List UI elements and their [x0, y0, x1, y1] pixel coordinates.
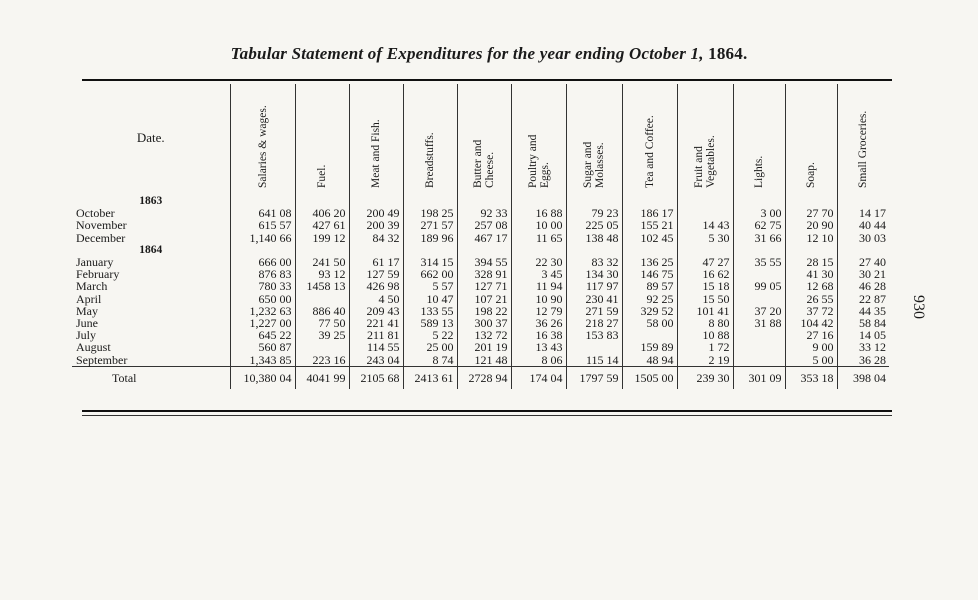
amount-cell: [733, 354, 785, 367]
column-header: [230, 84, 295, 192]
amount-cell: 650 00: [230, 293, 295, 305]
month-label: August: [76, 340, 111, 355]
total-cell: 174 04: [511, 366, 566, 389]
amount-cell: 876 83: [230, 268, 295, 280]
amount-cell: [403, 192, 457, 207]
column-header: [566, 84, 622, 192]
amount-cell: 39 25: [295, 329, 349, 341]
amount-cell: 31 66: [733, 232, 785, 244]
amount-cell: 406 20: [295, 207, 349, 219]
column-header-label: Sugar and Molasses.: [582, 141, 606, 188]
amount-cell: 61 17: [349, 256, 403, 268]
amount-cell: [566, 341, 622, 353]
amount-cell: 1,227 00: [230, 317, 295, 329]
amount-cell: 26 55: [785, 293, 837, 305]
month-label: November: [76, 218, 127, 233]
amount-cell: 16 88: [511, 207, 566, 219]
amount-cell: 314 15: [403, 256, 457, 268]
bottom-rule: [82, 410, 892, 412]
total-cell: 239 30: [677, 366, 733, 389]
amount-cell: 155 21: [622, 219, 677, 231]
amount-cell: 886 40: [295, 305, 349, 317]
amount-cell: 92 25: [622, 293, 677, 305]
amount-cell: 22 87: [837, 293, 889, 305]
table-row: [72, 192, 889, 207]
table-row: [72, 293, 889, 305]
amount-cell: 8 74: [403, 354, 457, 367]
amount-cell: 666 00: [230, 256, 295, 268]
amount-cell: 1,140 66: [230, 232, 295, 244]
total-cell: 1797 59: [566, 366, 622, 389]
amount-cell: 230 41: [566, 293, 622, 305]
amount-cell: 271 57: [403, 219, 457, 231]
amount-cell: 257 08: [457, 219, 511, 231]
table-row: [72, 232, 889, 244]
column-header: [733, 84, 785, 192]
column-header-label: Tea and Coffee.: [643, 115, 656, 188]
amount-cell: [295, 341, 349, 353]
amount-cell: 93 12: [295, 268, 349, 280]
amount-cell: 200 49: [349, 207, 403, 219]
amount-cell: 40 44: [837, 219, 889, 231]
amount-cell: 560 87: [230, 341, 295, 353]
amount-cell: 101 41: [677, 305, 733, 317]
amount-cell: 200 39: [349, 219, 403, 231]
amount-cell: [733, 341, 785, 353]
total-cell: 2413 61: [403, 366, 457, 389]
amount-cell: 426 98: [349, 280, 403, 292]
amount-cell: 198 25: [403, 207, 457, 219]
amount-cell: 41 30: [785, 268, 837, 280]
amount-cell: 5 30: [677, 232, 733, 244]
amount-cell: 198 22: [457, 305, 511, 317]
month-label: March: [76, 279, 108, 294]
amount-cell: 36 28: [837, 354, 889, 367]
column-header-label: Meat and Fish.: [370, 119, 382, 188]
date-header: Date.: [136, 130, 165, 145]
amount-cell: 3 00: [733, 207, 785, 219]
amount-cell: 13 43: [511, 341, 566, 353]
amount-cell: 27 16: [785, 329, 837, 341]
amount-cell: 10 88: [677, 329, 733, 341]
amount-cell: 12 10: [785, 232, 837, 244]
amount-cell: 37 20: [733, 305, 785, 317]
amount-cell: [349, 192, 403, 207]
amount-cell: 104 42: [785, 317, 837, 329]
amount-cell: 271 59: [566, 305, 622, 317]
amount-cell: 132 72: [457, 329, 511, 341]
amount-cell: 243 04: [349, 354, 403, 367]
amount-cell: 25 00: [403, 341, 457, 353]
amount-cell: 27 40: [837, 256, 889, 268]
total-cell: 4041 99: [295, 366, 349, 389]
month-label: January: [76, 255, 114, 270]
amount-cell: 133 55: [403, 305, 457, 317]
amount-cell: 225 05: [566, 219, 622, 231]
table-row: [72, 354, 889, 367]
column-header-label: Fuel.: [316, 164, 328, 188]
amount-cell: 1 72: [677, 341, 733, 353]
amount-cell: [733, 293, 785, 305]
amount-cell: 46 28: [837, 280, 889, 292]
amount-cell: [677, 192, 733, 207]
total-cell: 353 18: [785, 366, 837, 389]
amount-cell: 89 57: [622, 280, 677, 292]
amount-cell: 300 37: [457, 317, 511, 329]
column-header: [349, 84, 403, 192]
amount-cell: 121 48: [457, 354, 511, 367]
top-rule: [82, 79, 892, 81]
amount-cell: 427 61: [295, 219, 349, 231]
total-cell: 1505 00: [622, 366, 677, 389]
amount-cell: [622, 192, 677, 207]
column-header-label: Butter and Cheese.: [472, 139, 496, 188]
total-row: [72, 366, 889, 389]
month-label: December: [76, 230, 126, 245]
table-body: [72, 192, 889, 389]
amount-cell: [785, 192, 837, 207]
month-label: July: [76, 328, 97, 343]
amount-cell: 641 08: [230, 207, 295, 219]
year-label: 1863: [139, 195, 163, 207]
column-header-label: Salaries & wages.: [256, 105, 269, 188]
year-label: 1864: [139, 243, 163, 256]
column-header-label: Lights.: [753, 155, 765, 188]
amount-cell: 10 90: [511, 293, 566, 305]
total-label: Total: [72, 366, 230, 389]
amount-cell: 328 91: [457, 268, 511, 280]
column-header: [837, 84, 889, 192]
column-header: [785, 84, 837, 192]
amount-cell: 15 18: [677, 280, 733, 292]
amount-cell: 14 43: [677, 219, 733, 231]
amount-cell: [230, 192, 295, 207]
amount-cell: 467 17: [457, 232, 511, 244]
column-header: [295, 84, 349, 192]
amount-cell: 4 50: [349, 293, 403, 305]
amount-cell: [733, 192, 785, 207]
amount-cell: 27 70: [785, 207, 837, 219]
amount-cell: 138 48: [566, 232, 622, 244]
amount-cell: 62 75: [733, 219, 785, 231]
amount-cell: 329 52: [622, 305, 677, 317]
amount-cell: 16 38: [511, 329, 566, 341]
amount-cell: 223 16: [295, 354, 349, 367]
amount-cell: 58 00: [622, 317, 677, 329]
amount-cell: 218 27: [566, 317, 622, 329]
amount-cell: 12 68: [785, 280, 837, 292]
amount-cell: 99 05: [733, 280, 785, 292]
title-main: Tabular Statement of Expenditures for the year ending October 1,: [230, 44, 704, 63]
amount-cell: 136 25: [622, 256, 677, 268]
amount-cell: 159 89: [622, 341, 677, 353]
table-row: [72, 219, 889, 231]
amount-cell: 15 50: [677, 293, 733, 305]
month-label: June: [76, 316, 98, 331]
column-header: [457, 84, 511, 192]
amount-cell: 146 75: [622, 268, 677, 280]
amount-cell: 12 79: [511, 305, 566, 317]
amount-cell: 114 55: [349, 341, 403, 353]
amount-cell: 645 22: [230, 329, 295, 341]
amount-cell: [733, 329, 785, 341]
amount-cell: 1,343 85: [230, 354, 295, 367]
amount-cell: 615 57: [230, 219, 295, 231]
amount-cell: 199 12: [295, 232, 349, 244]
amount-cell: 134 30: [566, 268, 622, 280]
amount-cell: 30 03: [837, 232, 889, 244]
expenditure-table: [72, 84, 889, 389]
total-cell: 398 04: [837, 366, 889, 389]
amount-cell: 33 12: [837, 341, 889, 353]
amount-cell: 107 21: [457, 293, 511, 305]
amount-cell: 11 65: [511, 232, 566, 244]
amount-cell: 189 96: [403, 232, 457, 244]
amount-cell: 662 00: [403, 268, 457, 280]
title-year: 1864.: [708, 44, 748, 63]
amount-cell: 22 30: [511, 256, 566, 268]
amount-cell: 48 94: [622, 354, 677, 367]
amount-cell: [837, 192, 889, 207]
table-row: [72, 341, 889, 353]
amount-cell: 47 27: [677, 256, 733, 268]
amount-cell: 28 15: [785, 256, 837, 268]
column-header-label: Poultry and Eggs.: [526, 134, 551, 188]
page-title: [0, 44, 978, 64]
amount-cell: 20 90: [785, 219, 837, 231]
month-label: May: [76, 303, 98, 318]
month-label: April: [76, 291, 102, 306]
amount-cell: 5 22: [403, 329, 457, 341]
amount-cell: 58 84: [837, 317, 889, 329]
amount-cell: 117 97: [566, 280, 622, 292]
amount-cell: [295, 293, 349, 305]
column-header-label: Fruit and Vegetables.: [693, 135, 717, 188]
column-header: [622, 84, 677, 192]
amount-cell: [295, 192, 349, 207]
amount-cell: 8 06: [511, 354, 566, 367]
total-cell: 2105 68: [349, 366, 403, 389]
amount-cell: 36 26: [511, 317, 566, 329]
amount-cell: 241 50: [295, 256, 349, 268]
amount-cell: 5 57: [403, 280, 457, 292]
amount-cell: 9 00: [785, 341, 837, 353]
amount-cell: 115 14: [566, 354, 622, 367]
amount-cell: 221 41: [349, 317, 403, 329]
amount-cell: 209 43: [349, 305, 403, 317]
amount-cell: 77 50: [295, 317, 349, 329]
month-label: February: [76, 267, 120, 282]
month-label: October: [76, 206, 115, 221]
amount-cell: 186 17: [622, 207, 677, 219]
total-cell: 10,380 04: [230, 366, 295, 389]
amount-cell: 92 33: [457, 207, 511, 219]
amount-cell: 14 05: [837, 329, 889, 341]
amount-cell: 10 00: [511, 219, 566, 231]
total-cell: 2728 94: [457, 366, 511, 389]
amount-cell: 3 45: [511, 268, 566, 280]
amount-cell: 44 35: [837, 305, 889, 317]
amount-cell: 589 13: [403, 317, 457, 329]
amount-cell: 79 23: [566, 207, 622, 219]
total-cell: 301 09: [733, 366, 785, 389]
amount-cell: 780 33: [230, 280, 295, 292]
amount-cell: 153 83: [566, 329, 622, 341]
amount-cell: 5 00: [785, 354, 837, 367]
amount-cell: 1458 13: [295, 280, 349, 292]
amount-cell: 2 19: [677, 354, 733, 367]
amount-cell: 31 88: [733, 317, 785, 329]
table-row: [72, 280, 889, 292]
amount-cell: 127 71: [457, 280, 511, 292]
month-label: September: [76, 352, 128, 367]
amount-cell: 394 55: [457, 256, 511, 268]
amount-cell: [566, 192, 622, 207]
column-header: [511, 84, 566, 192]
amount-cell: 14 17: [837, 207, 889, 219]
amount-cell: 35 55: [733, 256, 785, 268]
amount-cell: 102 45: [622, 232, 677, 244]
amount-cell: 37 72: [785, 305, 837, 317]
amount-cell: 10 47: [403, 293, 457, 305]
column-header-label: Soap.: [805, 162, 817, 188]
amount-cell: [511, 192, 566, 207]
amount-cell: 211 81: [349, 329, 403, 341]
header-row: [72, 84, 889, 192]
amount-cell: 83 32: [566, 256, 622, 268]
amount-cell: 16 62: [677, 268, 733, 280]
amount-cell: 84 32: [349, 232, 403, 244]
page-number: 930: [910, 295, 927, 319]
amount-cell: 1,232 63: [230, 305, 295, 317]
amount-cell: 11 94: [511, 280, 566, 292]
amount-cell: 201 19: [457, 341, 511, 353]
bottom-rule-thin: [82, 415, 892, 416]
amount-cell: 127 59: [349, 268, 403, 280]
column-header-label: Small Groceries.: [857, 110, 870, 188]
column-header-label: Breadstuffs.: [424, 132, 436, 188]
amount-cell: [457, 192, 511, 207]
column-header: [403, 84, 457, 192]
column-header: [677, 84, 733, 192]
amount-cell: 30 21: [837, 268, 889, 280]
amount-cell: 8 80: [677, 317, 733, 329]
